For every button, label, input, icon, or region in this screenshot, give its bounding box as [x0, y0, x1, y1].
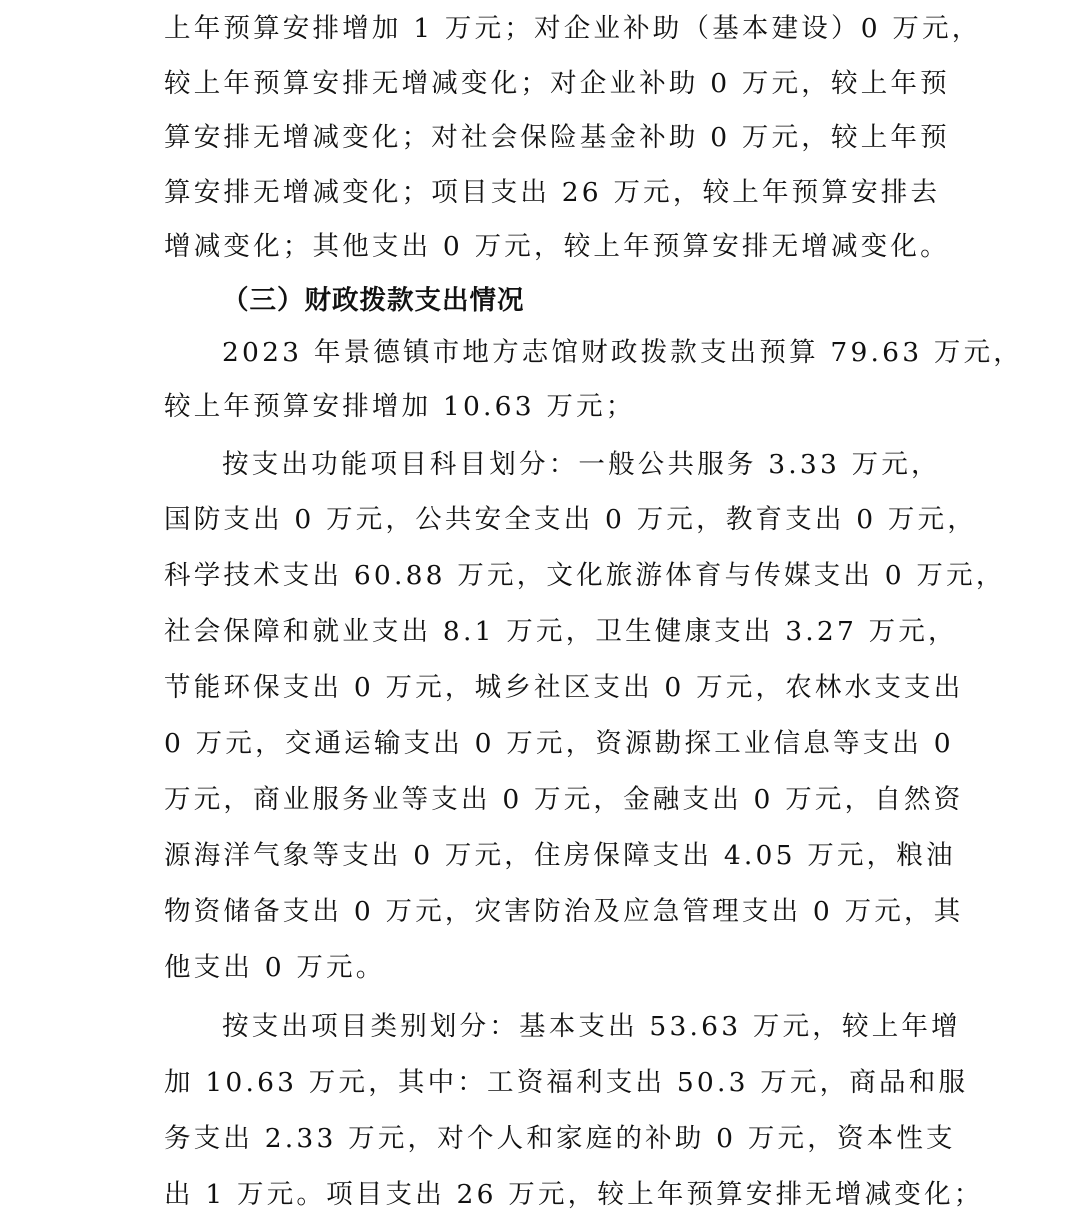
paragraph-line: 按支出项目类别划分：基本支出 53.63 万元，较上年增: [222, 1011, 961, 1042]
paragraph-line: 增减变化；其他支出 0 万元，较上年预算安排无增减变化。: [164, 231, 950, 262]
paragraph-line: 节能环保支出 0 万元，城乡社区支出 0 万元，农林水支支出: [164, 672, 964, 703]
paragraph-line: 2023 年景德镇市地方志馆财政拨款支出预算 79.63 万元，: [222, 337, 1023, 368]
paragraph-line: 科学技术支出 60.88 万元，文化旅游体育与传媒支出 0 万元，: [164, 560, 1006, 591]
paragraph-line: 社会保障和就业支出 8.1 万元，卫生健康支出 3.27 万元，: [164, 616, 958, 647]
paragraph-line: 算安排无增减变化；项目支出 26 万元，较上年预算安排去: [164, 177, 941, 208]
section-heading: （三）财政拨款支出情况: [222, 285, 525, 316]
paragraph-line: 万元，商业服务业等支出 0 万元，金融支出 0 万元，自然资: [164, 784, 964, 815]
paragraph-line: 国防支出 0 万元，公共安全支出 0 万元，教育支出 0 万元，: [164, 504, 978, 535]
paragraph-line: 较上年预算安排增加 10.63 万元；: [164, 391, 636, 422]
paragraph-line: 按支出功能项目科目划分：一般公共服务 3.33 万元，: [222, 449, 941, 480]
paragraph-line: 务支出 2.33 万元，对个人和家庭的补助 0 万元，资本性支: [164, 1123, 956, 1154]
paragraph-line: 出 1 万元。项目支出 26 万元，较上年预算安排无增减变化；: [164, 1179, 984, 1210]
paragraph-line: 源海洋气象等支出 0 万元，住房保障支出 4.05 万元，粮油: [164, 840, 956, 871]
paragraph-line: 算安排无增减变化；对社会保险基金补助 0 万元，较上年预: [164, 122, 950, 153]
paragraph-line: 上年预算安排增加 1 万元；对企业补助（基本建设）0 万元，: [164, 13, 982, 44]
paragraph-line: 较上年预算安排无增减变化；对企业补助 0 万元，较上年预: [164, 68, 950, 99]
paragraph-line: 物资储备支出 0 万元，灾害防治及应急管理支出 0 万元，其: [164, 896, 964, 927]
paragraph-line: 他支出 0 万元。: [164, 952, 386, 983]
paragraph-line: 加 10.63 万元，其中：工资福利支出 50.3 万元，商品和服: [164, 1067, 969, 1098]
paragraph-line: 0 万元，交通运输支出 0 万元，资源勘探工业信息等支出 0: [164, 728, 954, 759]
